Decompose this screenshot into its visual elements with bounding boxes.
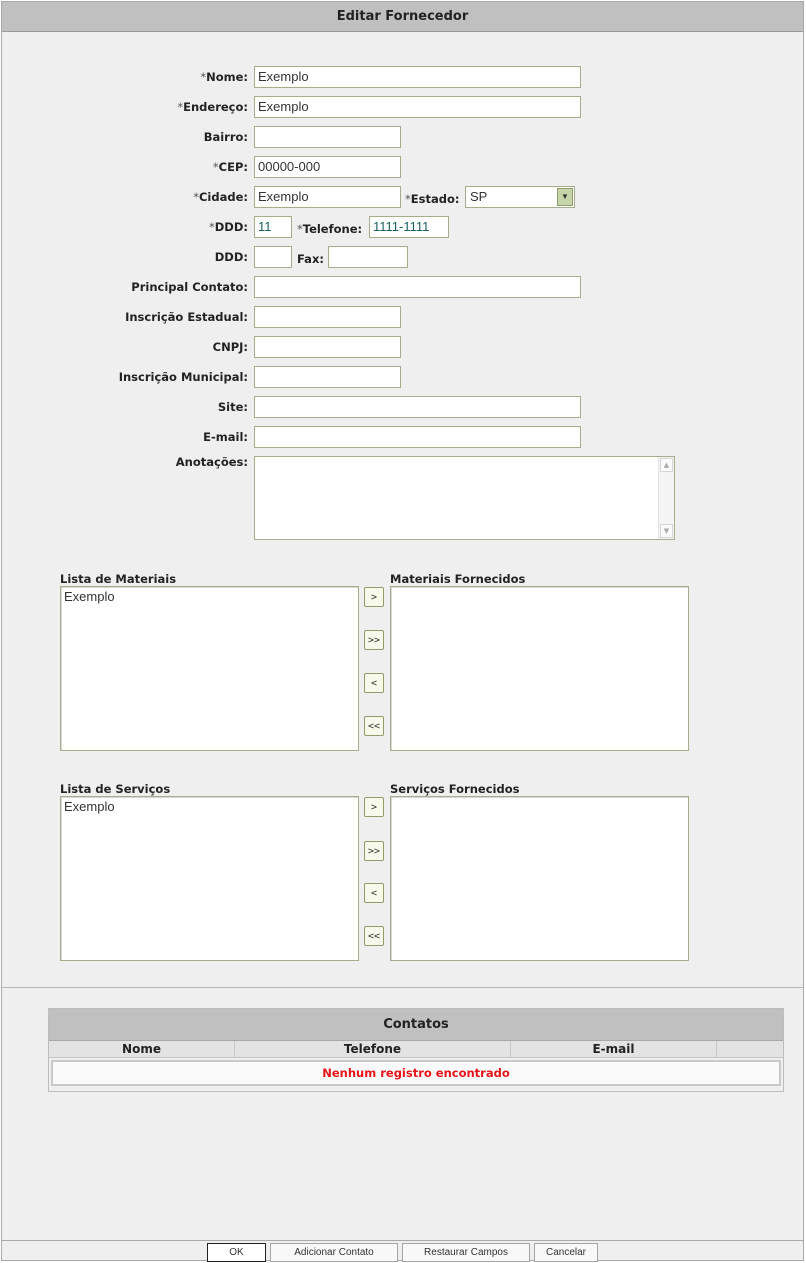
lista-servicos-listbox[interactable] <box>60 796 359 961</box>
cancel-button[interactable]: Cancelar <box>534 1243 598 1262</box>
anotacoes-textarea[interactable] <box>254 456 675 540</box>
remove-all-materials-button[interactable]: << <box>364 716 384 736</box>
cep-label: *CEP: <box>212 160 248 174</box>
inscricao-municipal-label: Inscrição Municipal: <box>118 370 248 384</box>
list-item[interactable]: Exemplo <box>64 589 115 604</box>
materiais-fornecidos-label: Materiais Fornecidos <box>390 572 526 586</box>
fax-input[interactable] <box>328 246 408 268</box>
empty-table-message: Nenhum registro encontrado <box>51 1060 781 1086</box>
nome-label: *Nome: <box>200 70 248 84</box>
edit-supplier-window <box>1 1 804 1261</box>
inscricao-estadual-label: Inscrição Estadual: <box>125 310 248 324</box>
lista-servicos-label: Lista de Serviços <box>60 782 171 796</box>
footer-bar <box>2 1240 803 1260</box>
anotacoes-scrollbar[interactable] <box>658 457 674 539</box>
telefone-input[interactable]: 1111-1111 <box>369 216 449 238</box>
fax-label: Fax: <box>297 252 324 266</box>
email-input[interactable] <box>254 426 581 448</box>
lista-materiais-label: Lista de Materiais <box>60 572 177 586</box>
email-label: E-mail: <box>203 430 248 444</box>
estado-select-value: SP <box>470 189 488 204</box>
add-all-materials-button[interactable]: >> <box>364 630 384 650</box>
cep-input[interactable]: 00000-000 <box>254 156 401 178</box>
bairro-input[interactable] <box>254 126 401 148</box>
cnpj-input[interactable] <box>254 336 401 358</box>
remove-all-servicos-button[interactable]: << <box>364 926 384 946</box>
cidade-input[interactable]: Exemplo <box>254 186 401 208</box>
contacts-table-title: Contatos <box>49 1009 783 1041</box>
column-header-actions <box>717 1041 783 1057</box>
endereco-label: *Endereço: <box>177 100 248 114</box>
inscricao-estadual-input[interactable] <box>254 306 401 328</box>
add-material-button[interactable]: > <box>364 587 384 607</box>
anotacoes-label: Anotações: <box>175 455 248 469</box>
remove-material-button[interactable]: < <box>364 673 384 693</box>
nome-input[interactable]: Exemplo <box>254 66 581 88</box>
bairro-label: Bairro: <box>203 130 248 144</box>
add-all-servicos-button[interactable]: >> <box>364 841 384 861</box>
remove-servico-button[interactable]: < <box>364 883 384 903</box>
ok-button[interactable]: OK <box>207 1243 266 1262</box>
contacts-table-header <box>49 1041 783 1058</box>
section-divider <box>2 987 803 988</box>
contacts-table <box>48 1008 784 1092</box>
column-header-email[interactable]: E-mail <box>511 1041 717 1057</box>
add-contact-button[interactable]: Adicionar Contato <box>270 1243 398 1262</box>
ddd-label: *DDD: <box>209 220 248 234</box>
restore-fields-button[interactable]: Restaurar Campos <box>402 1243 530 1262</box>
servicos-fornecidos-label: Serviços Fornecidos <box>390 782 520 796</box>
column-header-nome[interactable]: Nome <box>49 1041 235 1057</box>
cnpj-label: CNPJ: <box>212 340 248 354</box>
cidade-label: *Cidade: <box>193 190 248 204</box>
estado-select[interactable] <box>465 186 575 208</box>
page-title: Editar Fornecedor <box>2 2 803 32</box>
chevron-down-icon[interactable]: ▼ <box>557 188 573 206</box>
add-servico-button[interactable]: > <box>364 797 384 817</box>
scroll-up-icon[interactable]: ▲ <box>660 458 673 472</box>
scroll-down-icon[interactable]: ▼ <box>660 524 673 538</box>
servicos-fornecidos-listbox[interactable] <box>390 796 689 961</box>
site-label: Site: <box>217 400 248 414</box>
estado-label: *Estado: <box>405 192 460 206</box>
ddd-fax-input[interactable] <box>254 246 292 268</box>
materiais-fornecidos-listbox[interactable] <box>390 586 689 751</box>
principal-contato-input[interactable] <box>254 276 581 298</box>
column-header-telefone[interactable]: Telefone <box>235 1041 511 1057</box>
inscricao-municipal-input[interactable] <box>254 366 401 388</box>
telefone-label: *Telefone: <box>297 222 363 236</box>
site-input[interactable] <box>254 396 581 418</box>
ddd-fax-label: DDD: <box>214 250 248 264</box>
ddd-input[interactable]: 11 <box>254 216 292 238</box>
list-item[interactable]: Exemplo <box>64 799 115 814</box>
endereco-input[interactable]: Exemplo <box>254 96 581 118</box>
anotacoes-value <box>255 457 674 461</box>
lista-materiais-listbox[interactable] <box>60 586 359 751</box>
principal-contato-label: Principal Contato: <box>131 280 248 294</box>
